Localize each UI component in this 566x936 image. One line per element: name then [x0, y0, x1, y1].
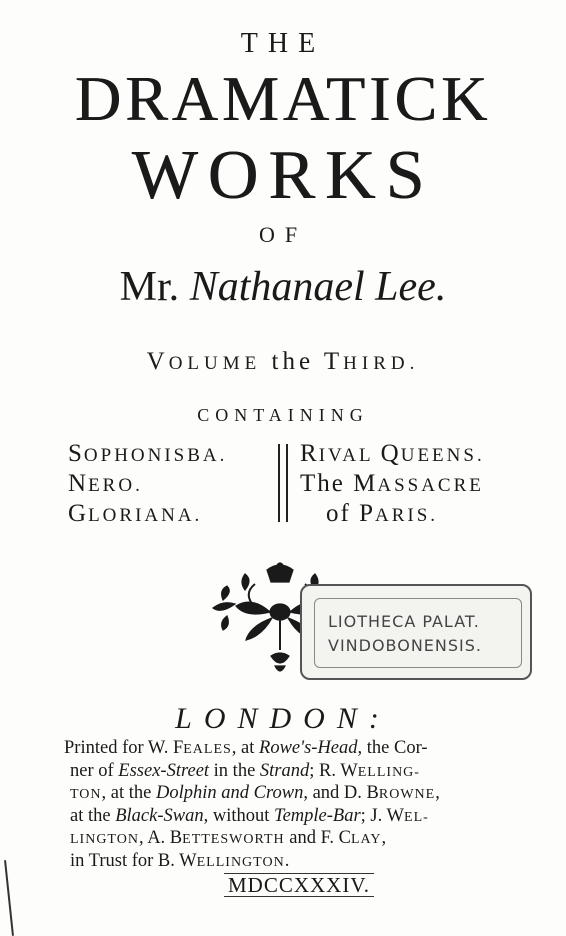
plays-right-column: [300, 440, 485, 530]
stamp-line-2: VINDOBONENSIS.: [328, 636, 482, 655]
third-word: HIRD.: [343, 353, 420, 374]
containing-heading: CONTAINING: [197, 405, 369, 425]
imprint-line-1: Printed for W. FEALES, at Rowe's-Head, the Cor-: [64, 738, 428, 758]
page-edge-mark: [4, 860, 14, 936]
imprint-line-6: in Trust for B. WELLINGTON.: [70, 850, 290, 871]
column-divider-left: [278, 444, 280, 522]
play-sophonisba: SOPHONISBA.: [68, 440, 228, 467]
title-the: THE: [240, 28, 326, 59]
column-divider-right: [286, 444, 288, 522]
imprint-line-3: TON, at the Dolphin and Crown, and D. BROWNE,: [70, 783, 440, 803]
title-works: WORKS: [131, 137, 435, 214]
volume-line: [0, 348, 566, 376]
publication-date: MDCCXXXIV.: [224, 873, 374, 897]
volume-the: the: [271, 348, 315, 375]
library-stamp: [300, 584, 532, 680]
title-dramatick: DRAMATICK: [74, 63, 492, 134]
play-of-paris: of PARIS.: [326, 500, 439, 527]
imprint-line-4: at the Black-Swan, without Temple-Bar; J. WEL-: [70, 805, 429, 826]
author-name: Nathanael Lee.: [189, 264, 447, 310]
play-gloriana: GLORIANA.: [68, 500, 203, 527]
play-massacre: The MASSACRE: [300, 470, 484, 497]
imprint-city: LONDON:: [175, 702, 391, 735]
imprint-line-2: ner of Essex-Street in the Strand; R. WELLING-: [70, 760, 420, 781]
volume-word: OLUME: [168, 353, 262, 374]
stamp-line-1: LIOTHECA PALAT.: [328, 612, 480, 631]
plays-left-column: [68, 440, 227, 530]
volume-initial: V: [146, 348, 169, 375]
stamp-inner-border: [314, 598, 522, 668]
author-line: [0, 262, 566, 312]
play-nero: NERO.: [68, 470, 143, 497]
imprint-block: [64, 738, 514, 873]
play-rival-queens: RIVAL QUEENS.: [300, 440, 485, 467]
imprint-line-5: LINGTON, A. BETTESWORTH and F. CLAY,: [70, 828, 387, 848]
third-initial: T: [323, 348, 344, 375]
title-of: OF: [258, 222, 308, 247]
author-prefix: Mr.: [119, 264, 180, 310]
